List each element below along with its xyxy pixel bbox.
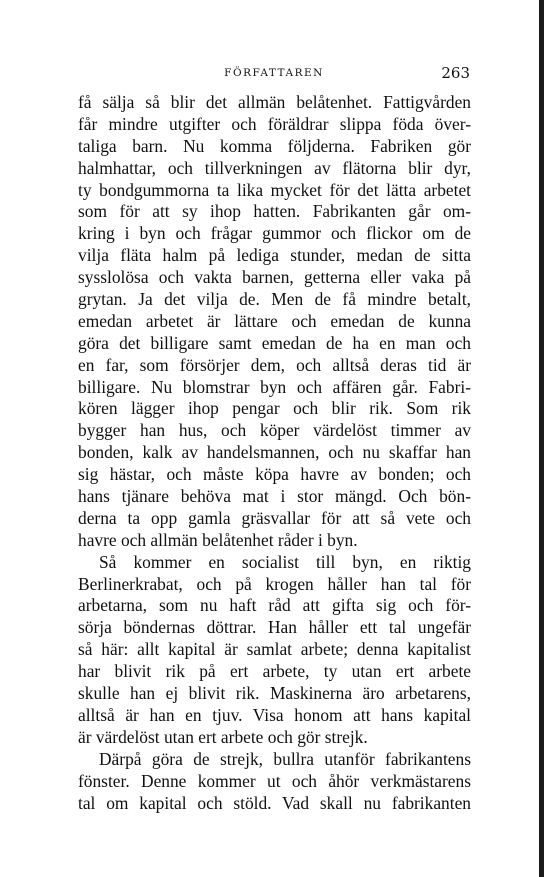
text-line: grytan. Ja det vilja de. Men de få mindre betalt, (78, 289, 471, 310)
text-line: kören lägger ihop pengar och blir rik. Som rik (78, 398, 471, 419)
text-line: hans tjänare behöva mat i stor mängd. Och bön- (78, 486, 471, 507)
text-line: ty bondgummorna ta lika mycket för det lätta arbetet (78, 179, 471, 200)
running-head (78, 64, 470, 84)
text-line: billigare. Nu blomstrar byn och affären går. Fabri- (78, 376, 471, 397)
text-line: kring i byn och frågar gummor och flickor om de (78, 223, 471, 244)
text-line: är värdelöst utan ert arbete och gör strejk. (78, 726, 368, 747)
text-line: som för att sy ihop hatten. Fabrikanten går om- (78, 201, 471, 222)
text-line: fönster. Denne kommer ut och åhör verkmästarens (78, 770, 471, 791)
text-line: arbetarna, som nu haft råd att gifta sig och för- (78, 595, 471, 616)
text-line: bonden, kalk av handelsmannen, och nu skaffar han (78, 442, 471, 463)
running-title: FÖRFATTAREN (224, 67, 324, 79)
text-line: Så kommer en socialist till byn, en riktig (99, 551, 471, 572)
text-line: sig hästar, och måste köpa havre av bonden; och (78, 464, 471, 485)
text-line: skulle han ej blivit rik. Maskinerna äro arbetarens, (78, 683, 471, 704)
text-line: göra det billigare samt emedan de ha en man och (78, 332, 471, 353)
page-number: 263 (441, 64, 470, 82)
text-line: sysslolösa och vakta barnen, getterna eller vaka på (78, 267, 471, 288)
text-line: Berlinerkrabat, och på krogen håller han tal för (78, 573, 471, 594)
page-edge-shadow (539, 0, 544, 877)
text-line: sörja böndernas döttrar. Han håller ett tal ungefär (78, 617, 471, 638)
text-line: Därpå göra de strejk, bullra utanför fabrikantens (99, 748, 471, 769)
text-line: vilja fläta halm på lediga stunder, medan de sitta (78, 245, 471, 266)
text-line: en far, som försörjer dem, och alltså deras tid är (78, 354, 471, 375)
text-line: derna ta opp gamla gräsvallar för att så vete och (78, 507, 471, 528)
text-line: får mindre utgifter och föräldrar slippa föda över- (78, 113, 471, 134)
text-line: har blivit rik på ert arbete, ty utan ert arbete (78, 661, 471, 682)
text-line: alltså är han en tjuv. Visa honom att hans kapital (78, 704, 471, 725)
text-line: tal om kapital och stöld. Vad skall nu fabrikanten (78, 792, 471, 813)
text-line: så här: allt kapital är samlat arbete; denna kapitalist (78, 639, 471, 660)
text-line: havre och allmän belåtenhet råder i byn. (78, 529, 358, 550)
text-line: halmhattar, och tillverkningen av flätorna blir dyr, (78, 157, 471, 178)
text-line: bygger han hus, och köper värdelöst timmer av (78, 420, 471, 441)
body-text (78, 92, 471, 814)
text-line: emedan arbetet är lättare och emedan de kunna (78, 310, 471, 331)
text-line: taliga barn. Nu komma följderna. Fabriken gör (78, 135, 471, 156)
text-line: få sälja så blir det allmän belåtenhet. Fattigvården (78, 92, 471, 112)
